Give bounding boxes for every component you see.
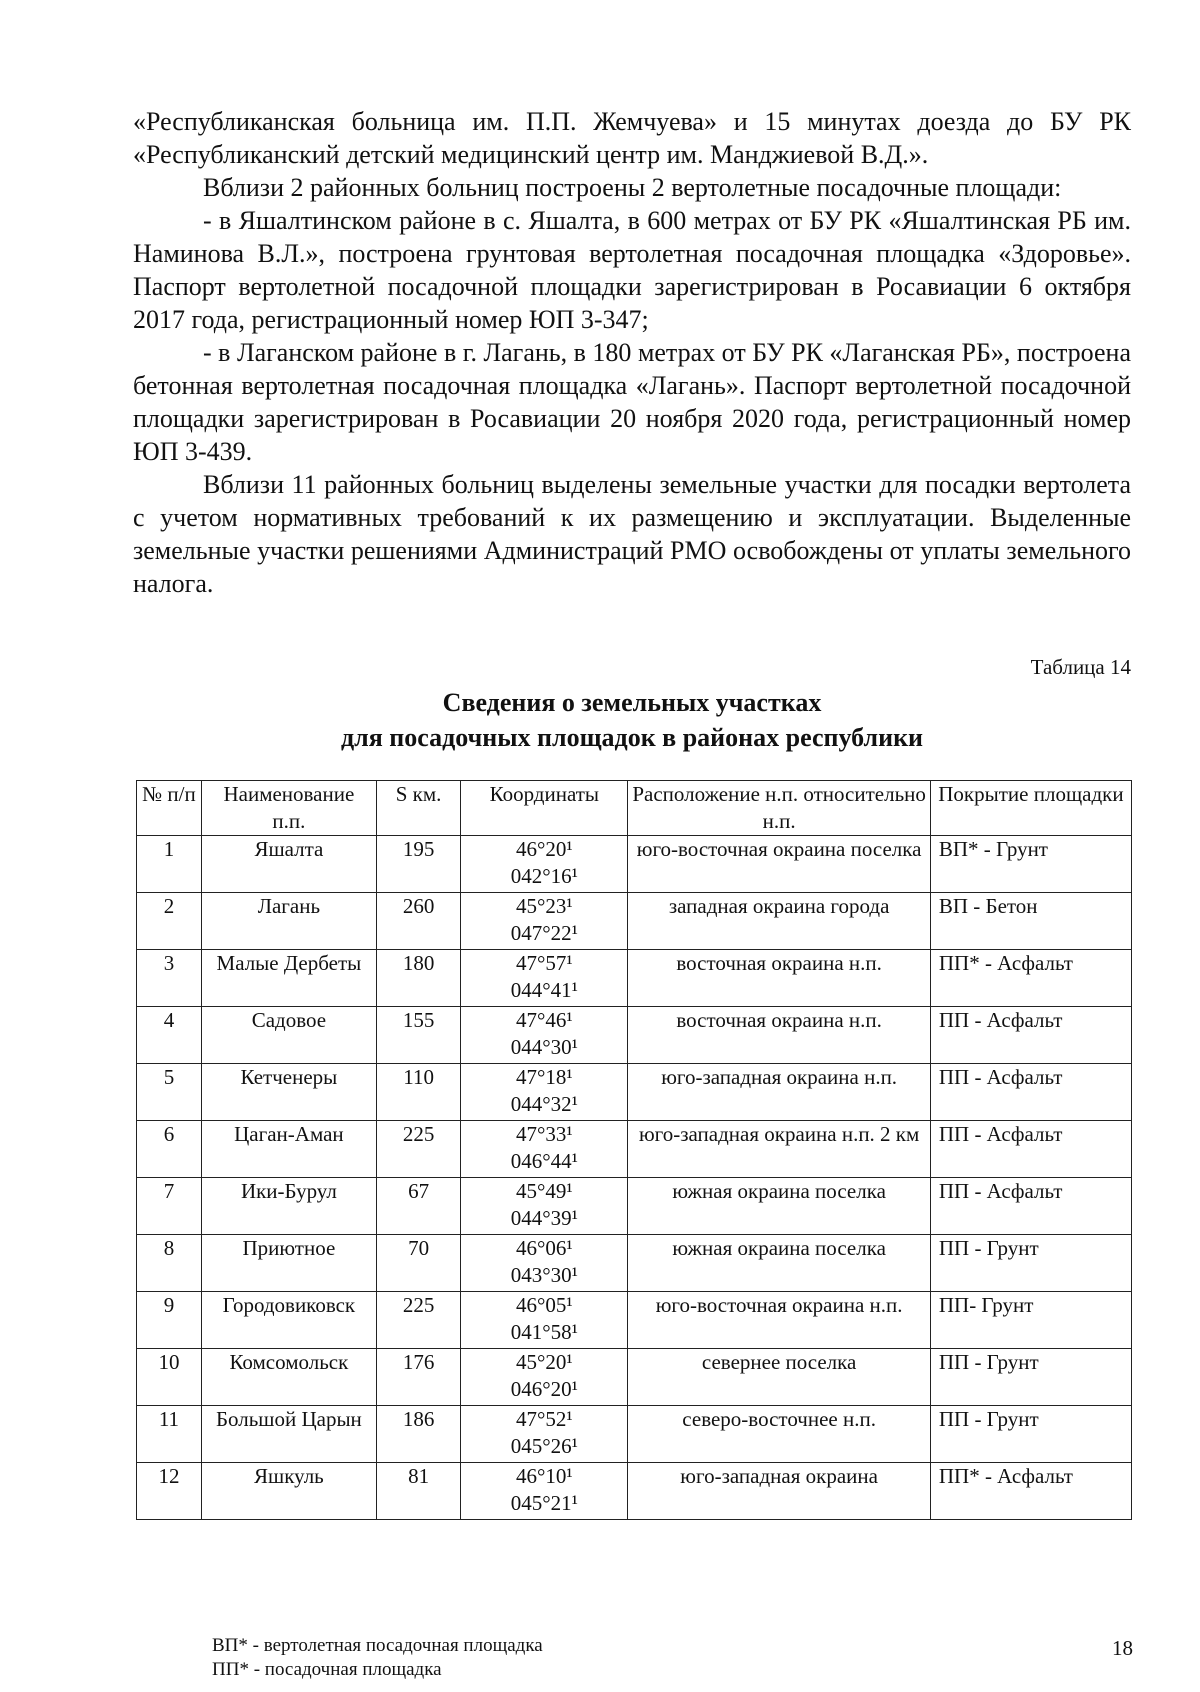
cell-distance: 180: [376, 950, 460, 1007]
footnote: ПП* - посадочная площадка: [212, 1659, 442, 1680]
cell-location: южная окраина поселка: [628, 1235, 930, 1292]
longitude: 041°58¹: [510, 1320, 578, 1344]
body-text: [133, 105, 1131, 600]
table-header-row: [137, 781, 1132, 836]
cell-name: Яшалта: [201, 836, 376, 893]
cell-num: 5: [137, 1064, 202, 1121]
cell-cover: ПП* - Асфальт: [930, 950, 1131, 1007]
cell-cover: ПП - Асфальт: [930, 1121, 1131, 1178]
longitude: 045°26¹: [510, 1434, 578, 1458]
page-number: 18: [1112, 1636, 1133, 1660]
latitude: 47°33¹: [515, 1122, 573, 1146]
cell-distance: 176: [376, 1349, 460, 1406]
latitude: 47°46¹: [515, 1008, 573, 1032]
table-row: [137, 1349, 1132, 1406]
paragraph: - в Лаганском районе в г. Лагань, в 180 метрах от БУ РК «Лаганская РБ», построена бетонная вертолетная посадочная площадка «Лагань». Паспорт вертолетной посадочной площадки зарегистрирован в Росавиации 20 ноября 2020 года, регистрационный номер ЮП 3-439.: [133, 338, 1131, 466]
header-distance: S км.: [376, 781, 460, 836]
table-title-line: Сведения о земельных участках: [442, 688, 822, 717]
landing-sites-table: [136, 780, 1132, 1520]
cell-distance: 225: [376, 1121, 460, 1178]
cell-cover: ПП - Грунт: [930, 1349, 1131, 1406]
cell-location: юго-восточная окраина н.п.: [628, 1292, 930, 1349]
cell-num: 12: [137, 1463, 202, 1520]
cell-distance: 186: [376, 1406, 460, 1463]
cell-num: 1: [137, 836, 202, 893]
longitude: 045°21¹: [510, 1491, 578, 1515]
paragraph: Вблизи 11 районных больниц выделены земельные участки для посадки вертолета с учетом нормативных требований к их размещению и эксплуатации. Выделенные земельные участки решениями Администраций РМО освобождены от уплаты земельного налога.: [133, 470, 1131, 598]
cell-num: 10: [137, 1349, 202, 1406]
cell-location: западная окраина города: [628, 893, 930, 950]
paragraph: «Республиканская больница им. П.П. Жемчуева» и 15 минутах доезда до БУ РК «Республиканский детский медицинский центр им. Манджиевой В.Д.».: [133, 107, 1131, 169]
cell-cover: ПП - Асфальт: [930, 1064, 1131, 1121]
footnote: ВП* - вертолетная посадочная площадка: [212, 1635, 543, 1656]
latitude: 47°52¹: [515, 1407, 573, 1431]
longitude: 044°32¹: [510, 1092, 578, 1116]
latitude: 45°23¹: [515, 894, 573, 918]
header-coordinates: Координаты: [461, 781, 628, 836]
cell-name: Цаган-Аман: [201, 1121, 376, 1178]
table-row: [137, 1235, 1132, 1292]
cell-cover: ПП - Грунт: [930, 1406, 1131, 1463]
cell-coordinates: [461, 1007, 628, 1064]
cell-coordinates: [461, 1064, 628, 1121]
table-title-line: для посадочных площадок в районах республики: [340, 723, 924, 752]
header-cover: Покрытие площадки: [930, 781, 1131, 836]
cell-distance: 260: [376, 893, 460, 950]
table-row: [137, 836, 1132, 893]
cell-coordinates: [461, 1349, 628, 1406]
longitude: 046°44¹: [510, 1149, 578, 1173]
cell-location: южная окраина поселка: [628, 1178, 930, 1235]
cell-name: Лагань: [201, 893, 376, 950]
latitude: 47°18¹: [515, 1065, 573, 1089]
cell-name: Большой Царын: [201, 1406, 376, 1463]
longitude: 047°22¹: [510, 921, 578, 945]
longitude: 044°30¹: [510, 1035, 578, 1059]
cell-coordinates: [461, 1292, 628, 1349]
cell-cover: ВП - Бетон: [930, 893, 1131, 950]
table-title: [133, 685, 1131, 755]
cell-location: юго-западная окраина: [628, 1463, 930, 1520]
latitude: 46°20¹: [515, 837, 573, 861]
cell-cover: ПП - Грунт: [930, 1235, 1131, 1292]
table-row: [137, 1463, 1132, 1520]
latitude: 46°10¹: [515, 1464, 573, 1488]
cell-distance: 67: [376, 1178, 460, 1235]
cell-location: восточная окраина н.п.: [628, 1007, 930, 1064]
table-row: [137, 1121, 1132, 1178]
cell-num: 2: [137, 893, 202, 950]
table-row: [137, 893, 1132, 950]
header-location: Расположение н.п. относительно н.п.: [628, 781, 930, 836]
cell-location: юго-западная окраина н.п.: [628, 1064, 930, 1121]
cell-distance: 110: [376, 1064, 460, 1121]
table-body: [137, 836, 1132, 1520]
cell-num: 6: [137, 1121, 202, 1178]
cell-cover: ПП - Асфальт: [930, 1007, 1131, 1064]
cell-name: Яшкуль: [201, 1463, 376, 1520]
paragraph: Вблизи 2 районных больниц построены 2 вертолетные посадочные площади:: [203, 173, 1062, 202]
cell-num: 11: [137, 1406, 202, 1463]
table-row: [137, 1007, 1132, 1064]
cell-location: севернее поселка: [628, 1349, 930, 1406]
latitude: 45°20¹: [515, 1350, 573, 1374]
cell-coordinates: [461, 836, 628, 893]
cell-name: Комсомольск: [201, 1349, 376, 1406]
cell-distance: 155: [376, 1007, 460, 1064]
longitude: 042°16¹: [510, 864, 578, 888]
cell-cover: ПП - Асфальт: [930, 1178, 1131, 1235]
cell-location: северо-восточнее н.п.: [628, 1406, 930, 1463]
footnotes: [212, 1634, 543, 1682]
cell-name: Малые Дербеты: [201, 950, 376, 1007]
table-row: [137, 1292, 1132, 1349]
table-row: [137, 1064, 1132, 1121]
cell-name: Ики-Бурул: [201, 1178, 376, 1235]
cell-distance: 225: [376, 1292, 460, 1349]
cell-coordinates: [461, 1178, 628, 1235]
table-row: [137, 1406, 1132, 1463]
latitude: 47°57¹: [515, 951, 573, 975]
cell-num: 9: [137, 1292, 202, 1349]
cell-coordinates: [461, 1235, 628, 1292]
cell-location: восточная окраина н.п.: [628, 950, 930, 1007]
cell-num: 3: [137, 950, 202, 1007]
cell-coordinates: [461, 1406, 628, 1463]
cell-num: 7: [137, 1178, 202, 1235]
cell-name: Кетченеры: [201, 1064, 376, 1121]
cell-distance: 195: [376, 836, 460, 893]
cell-cover: ПП- Грунт: [930, 1292, 1131, 1349]
paragraph: - в Яшалтинском районе в с. Яшалта, в 600 метрах от БУ РК «Яшалтинская РБ им. Наминова В.Л.», построена грунтовая вертолетная посадочная площадка «Здоровье». Паспорт вертолетной посадочной площадки зарегистрирован в Росавиации 6 октября 2017 года, регистрационный номер ЮП 3-347;: [133, 206, 1131, 334]
cell-distance: 70: [376, 1235, 460, 1292]
header-name: Наименование п.п.: [201, 781, 376, 836]
longitude: 043°30¹: [510, 1263, 578, 1287]
latitude: 46°06¹: [515, 1236, 573, 1260]
cell-coordinates: [461, 893, 628, 950]
cell-location: юго-восточная окраина поселка: [628, 836, 930, 893]
table-row: [137, 1178, 1132, 1235]
cell-location: юго-западная окраина н.п. 2 км: [628, 1121, 930, 1178]
cell-cover: ВП* - Грунт: [930, 836, 1131, 893]
longitude: 044°41¹: [510, 978, 578, 1002]
cell-num: 4: [137, 1007, 202, 1064]
latitude: 45°49¹: [515, 1179, 573, 1203]
table-label: Таблица 14: [1030, 655, 1131, 679]
table-row: [137, 950, 1132, 1007]
latitude: 46°05¹: [515, 1293, 573, 1317]
cell-name: Городовиковск: [201, 1292, 376, 1349]
cell-distance: 81: [376, 1463, 460, 1520]
header-num: № п/п: [137, 781, 202, 836]
cell-name: Садовое: [201, 1007, 376, 1064]
cell-coordinates: [461, 1121, 628, 1178]
longitude: 046°20¹: [510, 1377, 578, 1401]
cell-num: 8: [137, 1235, 202, 1292]
longitude: 044°39¹: [510, 1206, 578, 1230]
cell-cover: ПП* - Асфальт: [930, 1463, 1131, 1520]
cell-name: Приютное: [201, 1235, 376, 1292]
cell-coordinates: [461, 1463, 628, 1520]
cell-coordinates: [461, 950, 628, 1007]
